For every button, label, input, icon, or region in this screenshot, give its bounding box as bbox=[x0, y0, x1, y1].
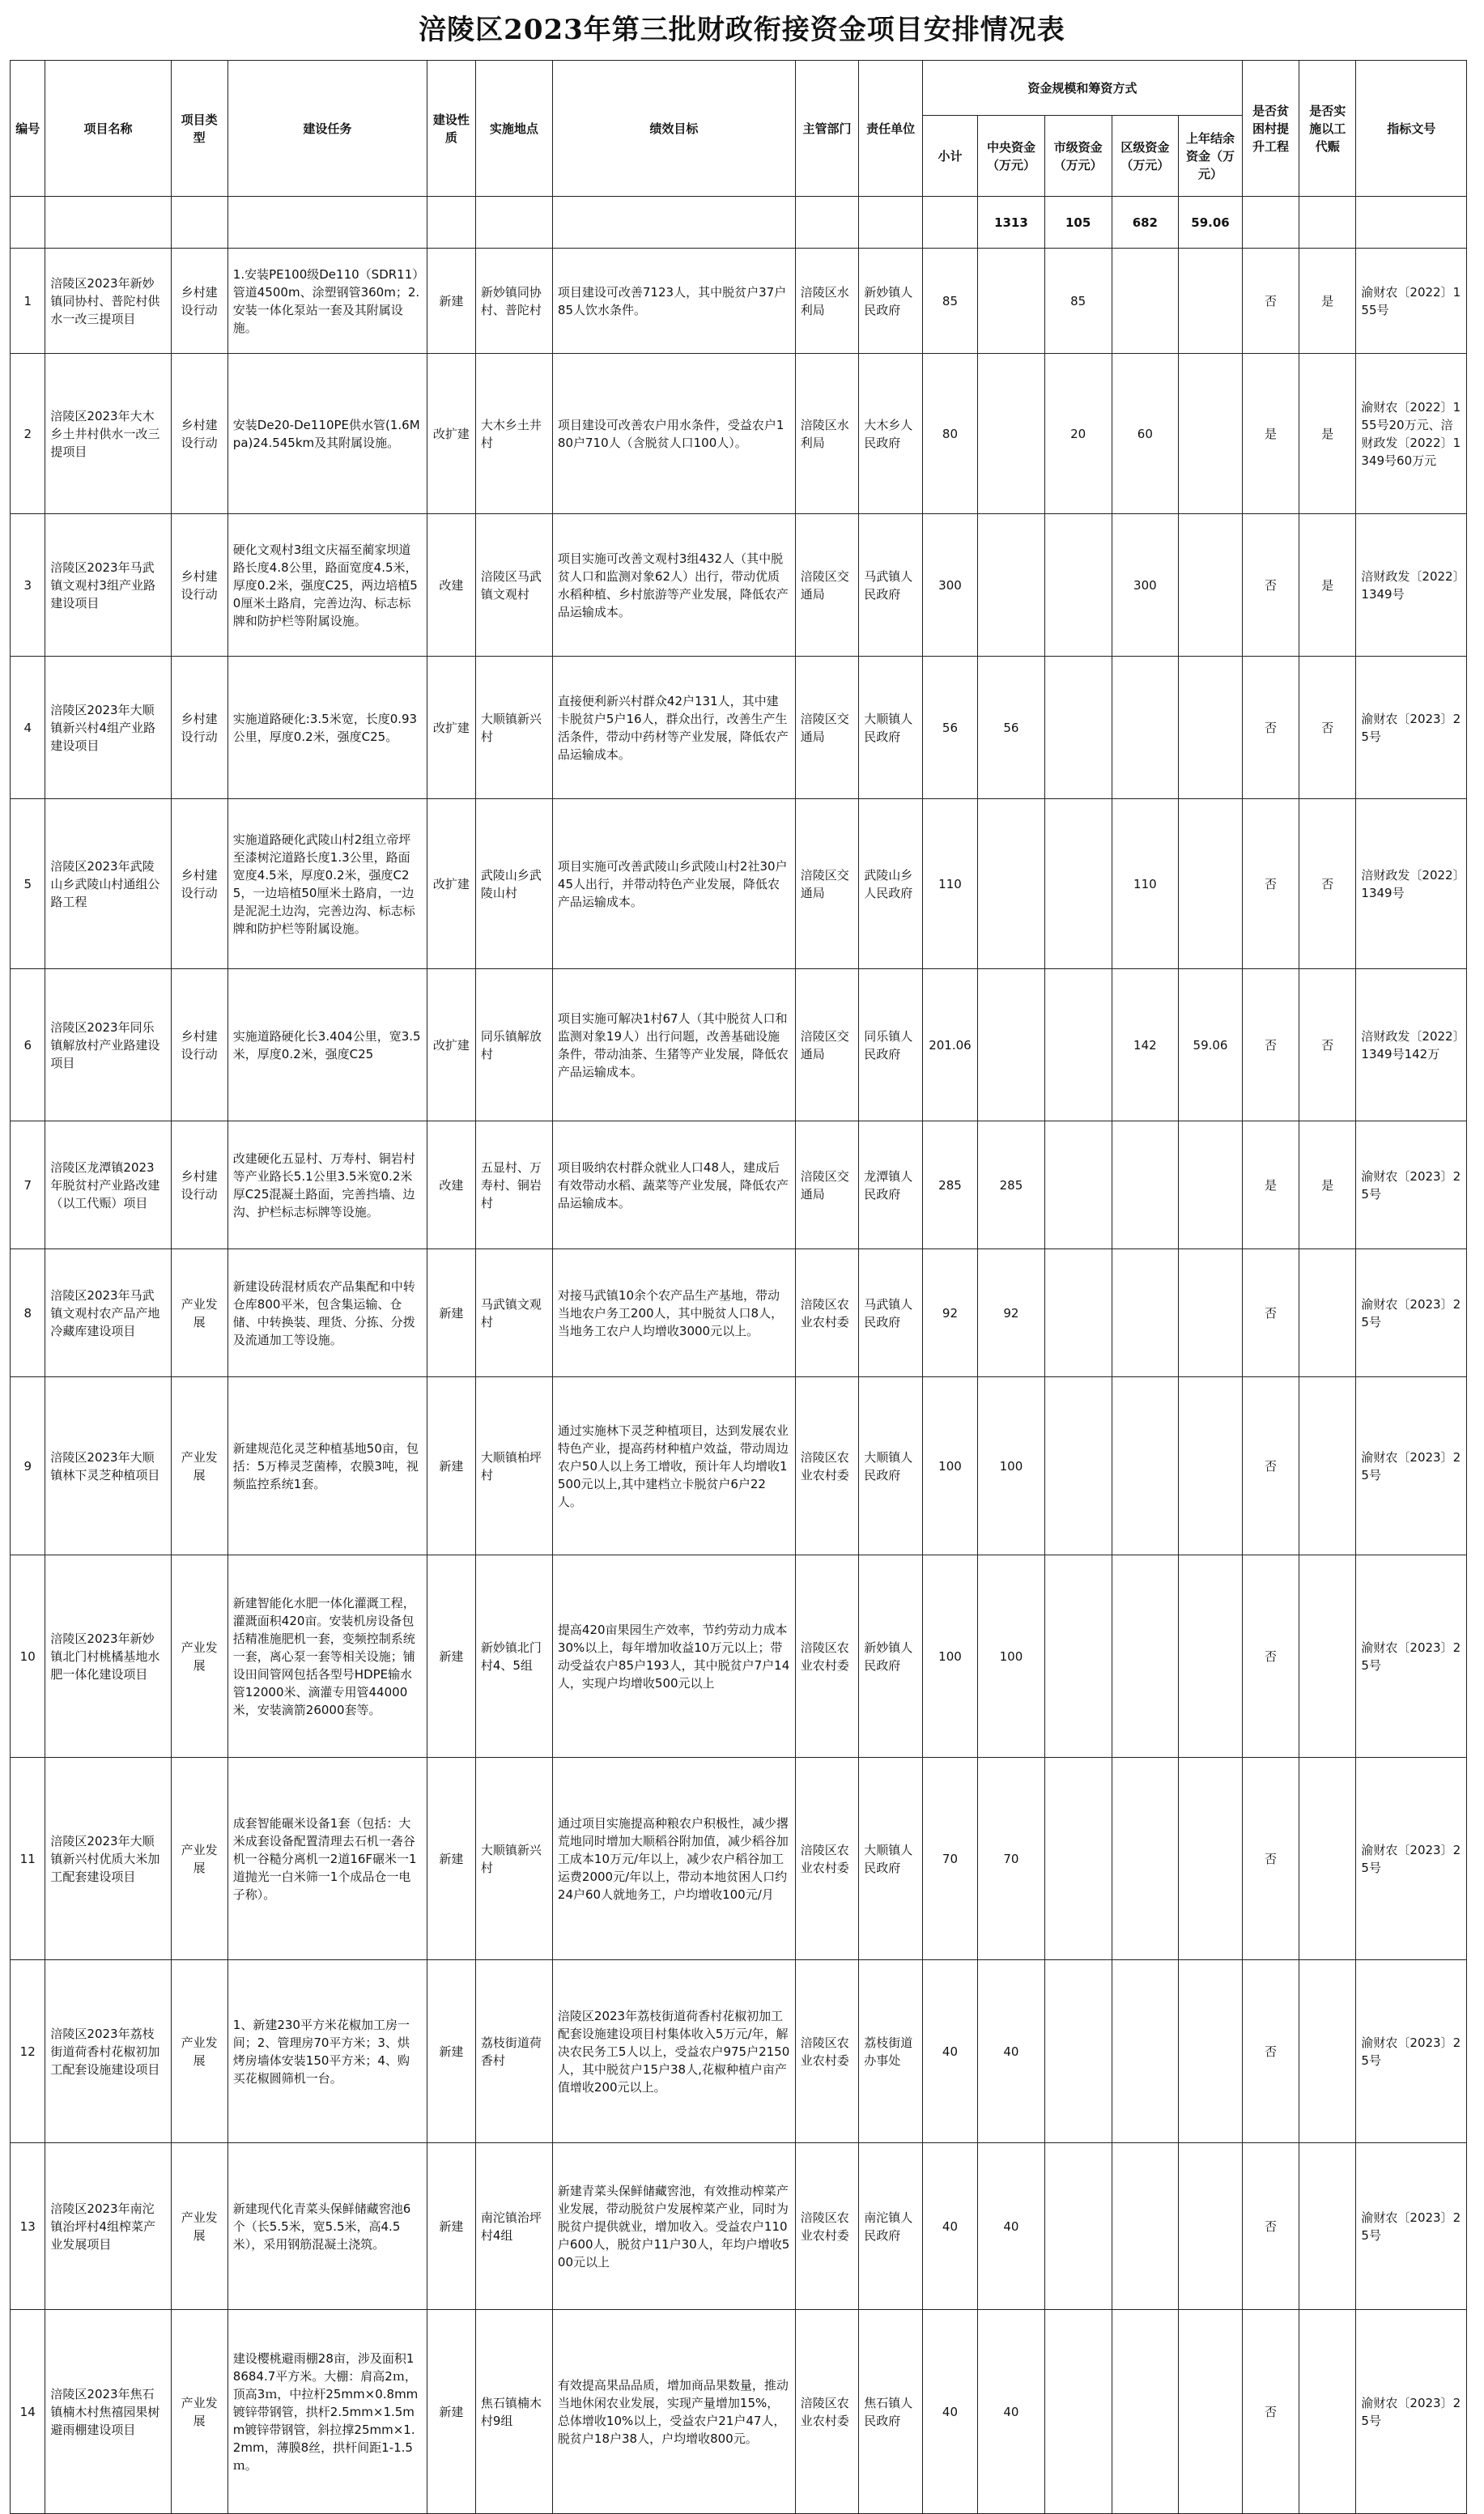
cell-central: 40 bbox=[978, 2310, 1045, 2514]
cell-type: 产业发展 bbox=[171, 1758, 227, 1960]
cell-name: 涪陵区龙潭镇2023年脱贫村产业路改建（以工代赈）项目 bbox=[45, 1121, 171, 1249]
table-row bbox=[11, 657, 1467, 799]
cell-goal: 项目实施可改善文观村3组432人（其中脱贫人口和监测对象62人）出行，带动优质水稻种植、乡村旅游等产业发展，降低农产品运输成本。 bbox=[552, 514, 795, 657]
cell-balance bbox=[1179, 657, 1243, 799]
cell-task: 建设樱桃避雨棚28亩，涉及面积18684.7平方米。大棚：肩高2ｍ，顶高3ｍ，中拉杆25mm×0.8mm镀锌带钢管，拱杆2.5mm×1.5mm镀锌带钢管，斜拉撑25mm×1.2mm，薄膜8丝，拱杆间距1-1.5ｍ。 bbox=[227, 2310, 427, 2514]
cell-location: 大顺镇新兴村 bbox=[475, 657, 552, 799]
cell-district: 110 bbox=[1112, 799, 1179, 969]
header-city: 市级资金（万元） bbox=[1044, 116, 1112, 197]
cell-type: 乡村建设行动 bbox=[171, 969, 227, 1121]
cell-location: 马武镇文观村 bbox=[475, 1249, 552, 1377]
cell-docno: 渝财农〔2023〕25号 bbox=[1356, 2143, 1467, 2310]
cell-docno: 渝财农〔2023〕25号 bbox=[1356, 657, 1467, 799]
header-unit: 责任单位 bbox=[859, 61, 923, 197]
cell-relief bbox=[1299, 1377, 1356, 1555]
cell-district: 300 bbox=[1112, 514, 1179, 657]
cell-nature: 新建 bbox=[427, 1555, 475, 1758]
cell-poor: 否 bbox=[1242, 969, 1299, 1121]
cell-central bbox=[978, 354, 1045, 514]
cell-type: 乡村建设行动 bbox=[171, 657, 227, 799]
cell-location: 五显村、万寿村、铜岩村 bbox=[475, 1121, 552, 1249]
table-row bbox=[11, 249, 1467, 354]
cell-dept: 涪陵区农业农村委 bbox=[795, 1249, 859, 1377]
cell-nature: 新建 bbox=[427, 1377, 475, 1555]
cell-no: 6 bbox=[11, 969, 45, 1121]
cell-goal: 项目建设可改善农户用水条件，受益农户180户710人（含脱贫人口100人）。 bbox=[552, 354, 795, 514]
cell-poor: 否 bbox=[1242, 799, 1299, 969]
cell-poor: 否 bbox=[1242, 657, 1299, 799]
header-no: 编号 bbox=[11, 61, 45, 197]
cell-city: 85 bbox=[1044, 249, 1112, 354]
cell-poor: 否 bbox=[1242, 2310, 1299, 2514]
table-row bbox=[11, 354, 1467, 514]
cell-no: 9 bbox=[11, 1377, 45, 1555]
cell-name: 涪陵区2023年大顺镇林下灵芝种植项目 bbox=[45, 1377, 171, 1555]
cell-central bbox=[978, 514, 1045, 657]
cell-balance bbox=[1179, 1555, 1243, 1758]
cell-subtotal: 70 bbox=[922, 1758, 977, 1960]
cell-location: 南沱镇治坪村4组 bbox=[475, 2143, 552, 2310]
cell-central bbox=[978, 249, 1045, 354]
table-row bbox=[11, 2310, 1467, 2514]
header-funding: 资金规模和筹资方式 bbox=[922, 61, 1242, 116]
cell-task: 实施道路硬化:3.5米宽，长度0.93公里，厚度0.2米，强度C25。 bbox=[227, 657, 427, 799]
cell-task: 成套智能碾米设备1套（包括：大米成套设备配置清理去石机一砻谷机一谷糙分离机一2道16F碾米一1道抛光一白米筛一1个成品仓一电子称）。 bbox=[227, 1758, 427, 1960]
cell-central: 40 bbox=[978, 1960, 1045, 2143]
cell-relief: 否 bbox=[1299, 657, 1356, 799]
cell-name: 涪陵区2023年新妙镇同协村、普陀村供水一改三提项目 bbox=[45, 249, 171, 354]
header-task: 建设任务 bbox=[227, 61, 427, 197]
cell-subtotal: 56 bbox=[922, 657, 977, 799]
cell-goal: 项目建设可改善7123人，其中脱贫户37户85人饮水条件。 bbox=[552, 249, 795, 354]
cell-task: 改建硬化五显村、万寿村、铜岩村等产业路长5.1公里3.5米宽0.2米厚C25混凝土路面，完善挡墙、边沟、护栏标志标牌等设施。 bbox=[227, 1121, 427, 1249]
cell-location: 荔枝街道荷香村 bbox=[475, 1960, 552, 2143]
cell-city bbox=[1044, 514, 1112, 657]
cell-relief bbox=[1299, 2310, 1356, 2514]
cell-name: 涪陵区2023年新妙镇北门村桃橘基地水肥一体化建设项目 bbox=[45, 1555, 171, 1758]
cell-unit: 大顺镇人民政府 bbox=[859, 657, 923, 799]
cell-goal: 项目实施可解决1村67人（其中脱贫人口和监测对象19人）出行问题，改善基础设施条件，带动油茶、生猪等产业发展，降低农产品运输成本。 bbox=[552, 969, 795, 1121]
cell-unit: 大顺镇人民政府 bbox=[859, 1377, 923, 1555]
cell-balance bbox=[1179, 2143, 1243, 2310]
cell-dept: 涪陵区农业农村委 bbox=[795, 1555, 859, 1758]
cell-relief: 否 bbox=[1299, 969, 1356, 1121]
cell-subtotal: 85 bbox=[922, 249, 977, 354]
cell-task: 硬化文观村3组文庆福至蔺家坝道路长度4.8公里，路面宽度4.5米，厚度0.2米，强度C25，两边培植50厘米土路肩，完善边沟、标志标牌和防护栏等附属设施。 bbox=[227, 514, 427, 657]
cell-poor: 是 bbox=[1242, 1121, 1299, 1249]
cell-central: 100 bbox=[978, 1377, 1045, 1555]
header-row-1 bbox=[11, 61, 1467, 116]
cell-unit: 同乐镇人民政府 bbox=[859, 969, 923, 1121]
cell-balance bbox=[1179, 1960, 1243, 2143]
totals-row bbox=[11, 197, 1467, 249]
cell-task: 新建规范化灵芝种植基地50亩，包括：5万棒灵芝菌棒，农膜3吨，视频监控系统1套。 bbox=[227, 1377, 427, 1555]
header-name: 项目名称 bbox=[45, 61, 171, 197]
cell-location: 涪陵区马武镇文观村 bbox=[475, 514, 552, 657]
cell-dept: 涪陵区水利局 bbox=[795, 354, 859, 514]
cell-subtotal: 40 bbox=[922, 1960, 977, 2143]
cell-goal: 对接马武镇10余个农产品生产基地，带动当地农户务工200人，其中脱贫人口8人，当地务工农户人均增收3000元以上。 bbox=[552, 1249, 795, 1377]
cell-nature: 新建 bbox=[427, 1249, 475, 1377]
cell-task: 实施道路硬化长3.404公里，宽3.5米，厚度0.2米，强度C25 bbox=[227, 969, 427, 1121]
cell-docno: 渝财农〔2022〕155号 bbox=[1356, 249, 1467, 354]
cell-docno: 渝财农〔2023〕25号 bbox=[1356, 1555, 1467, 1758]
cell-name: 涪陵区2023年大顺镇新兴村4组产业路建设项目 bbox=[45, 657, 171, 799]
cell-balance bbox=[1179, 1377, 1243, 1555]
cell-task: 1、新建230平方米花椒加工房一间；2、管理房70平方米；3、烘烤房墙体安装150平方米；4、购买花椒圆筛机一台。 bbox=[227, 1960, 427, 2143]
cell-type: 产业发展 bbox=[171, 1960, 227, 2143]
table-row bbox=[11, 799, 1467, 969]
cell-city: 20 bbox=[1044, 354, 1112, 514]
cell-central: 70 bbox=[978, 1758, 1045, 1960]
cell-unit: 马武镇人民政府 bbox=[859, 1249, 923, 1377]
cell-relief bbox=[1299, 1758, 1356, 1960]
cell-relief bbox=[1299, 1555, 1356, 1758]
cell-balance bbox=[1179, 354, 1243, 514]
cell-name: 涪陵区2023年大顺镇新兴村优质大米加工配套建设项目 bbox=[45, 1758, 171, 1960]
cell-type: 产业发展 bbox=[171, 1249, 227, 1377]
cell-docno: 渝财农〔2023〕25号 bbox=[1356, 1249, 1467, 1377]
cell-no: 14 bbox=[11, 2310, 45, 2514]
table-row bbox=[11, 2143, 1467, 2310]
cell-unit: 荔枝街道办事处 bbox=[859, 1960, 923, 2143]
header-goal: 绩效目标 bbox=[552, 61, 795, 197]
header-type: 项目类型 bbox=[171, 61, 227, 197]
cell-subtotal: 110 bbox=[922, 799, 977, 969]
cell-type: 产业发展 bbox=[171, 2143, 227, 2310]
cell-district bbox=[1112, 2310, 1179, 2514]
header-location: 实施地点 bbox=[475, 61, 552, 197]
cell-poor: 否 bbox=[1242, 1377, 1299, 1555]
cell-goal: 涪陵区2023年荔枝街道荷香村花椒初加工配套设施建设项目村集体收入5万元/年，解决农民务工5人以上，受益农户975户2150人，其中脱贫户15户38人,花椒种植户亩产值增收200元以上。 bbox=[552, 1960, 795, 2143]
table-body bbox=[11, 249, 1467, 2514]
cell-nature: 改扩建 bbox=[427, 657, 475, 799]
table-row bbox=[11, 1377, 1467, 1555]
cell-nature: 新建 bbox=[427, 249, 475, 354]
cell-subtotal: 285 bbox=[922, 1121, 977, 1249]
header-relief: 是否实施以工代赈 bbox=[1299, 61, 1356, 197]
cell-relief bbox=[1299, 2143, 1356, 2310]
cell-poor: 否 bbox=[1242, 1555, 1299, 1758]
cell-relief: 是 bbox=[1299, 354, 1356, 514]
cell-dept: 涪陵区农业农村委 bbox=[795, 1377, 859, 1555]
cell-district bbox=[1112, 1249, 1179, 1377]
cell-dept: 涪陵区农业农村委 bbox=[795, 1758, 859, 1960]
cell-name: 涪陵区2023年马武镇文观村3组产业路建设项目 bbox=[45, 514, 171, 657]
cell-district bbox=[1112, 1555, 1179, 1758]
cell-central bbox=[978, 969, 1045, 1121]
cell-task: 新建智能化水肥一体化灌溉工程，灌溉面积420亩。安装机房设备包括精准施肥机一套，变频控制系统一套，离心泵一套等相关设施；铺设田间管网包括各型号HDPE输水管12000米、滴灌专用管44000米，安装滴箭26000套等。 bbox=[227, 1555, 427, 1758]
cell-no: 2 bbox=[11, 354, 45, 514]
header-nature: 建设性质 bbox=[427, 61, 475, 197]
cell-relief bbox=[1299, 1960, 1356, 2143]
cell-subtotal: 40 bbox=[922, 2143, 977, 2310]
cell-no: 10 bbox=[11, 1555, 45, 1758]
table-row bbox=[11, 1249, 1467, 1377]
cell-task: 新建现代化青菜头保鲜储藏窖池6个（长5.5米，宽5.5米，高4.5米），采用钢筋混凝土浇筑。 bbox=[227, 2143, 427, 2310]
cell-city bbox=[1044, 1121, 1112, 1249]
cell-task: 新建设砖混材质农产品集配和中转仓库800平米，包含集运输、仓储、中转换装、理货、分拣、分拨及流通加工等设施。 bbox=[227, 1249, 427, 1377]
cell-type: 产业发展 bbox=[171, 1377, 227, 1555]
cell-subtotal: 92 bbox=[922, 1249, 977, 1377]
cell-nature: 改扩建 bbox=[427, 799, 475, 969]
cell-docno: 涪财政发〔2022〕1349号 bbox=[1356, 799, 1467, 969]
cell-dept: 涪陵区交通局 bbox=[795, 514, 859, 657]
cell-type: 乡村建设行动 bbox=[171, 249, 227, 354]
cell-nature: 新建 bbox=[427, 2143, 475, 2310]
cell-subtotal: 100 bbox=[922, 1555, 977, 1758]
cell-name: 涪陵区2023年武陵山乡武陵山村通组公路工程 bbox=[45, 799, 171, 969]
cell-no: 1 bbox=[11, 249, 45, 354]
cell-subtotal: 40 bbox=[922, 2310, 977, 2514]
cell-no: 8 bbox=[11, 1249, 45, 1377]
cell-central: 40 bbox=[978, 2143, 1045, 2310]
cell-docno: 涪财政发〔2022〕1349号 bbox=[1356, 514, 1467, 657]
cell-relief: 否 bbox=[1299, 799, 1356, 969]
cell-subtotal: 300 bbox=[922, 514, 977, 657]
header-central: 中央资金（万元） bbox=[978, 116, 1045, 197]
total-district: 682 bbox=[1112, 197, 1179, 249]
cell-city bbox=[1044, 799, 1112, 969]
cell-unit: 焦石镇人民政府 bbox=[859, 2310, 923, 2514]
cell-unit: 新妙镇人民政府 bbox=[859, 249, 923, 354]
cell-type: 产业发展 bbox=[171, 2310, 227, 2514]
table-row bbox=[11, 1555, 1467, 1758]
cell-docno: 渝财农〔2023〕25号 bbox=[1356, 1960, 1467, 2143]
cell-relief: 是 bbox=[1299, 514, 1356, 657]
cell-poor: 否 bbox=[1242, 2143, 1299, 2310]
cell-location: 新妙镇同协村、普陀村 bbox=[475, 249, 552, 354]
cell-name: 涪陵区2023年南沱镇治坪村4组榨菜产业发展项目 bbox=[45, 2143, 171, 2310]
cell-dept: 涪陵区农业农村委 bbox=[795, 1960, 859, 2143]
cell-unit: 大木乡人民政府 bbox=[859, 354, 923, 514]
cell-docno: 渝财农〔2023〕25号 bbox=[1356, 1758, 1467, 1960]
header-docno: 指标文号 bbox=[1356, 61, 1467, 197]
total-balance: 59.06 bbox=[1179, 197, 1243, 249]
cell-name: 涪陵区2023年同乐镇解放村产业路建设项目 bbox=[45, 969, 171, 1121]
cell-nature: 改建 bbox=[427, 1121, 475, 1249]
table-row bbox=[11, 514, 1467, 657]
cell-city bbox=[1044, 969, 1112, 1121]
cell-type: 乡村建设行动 bbox=[171, 354, 227, 514]
cell-type: 产业发展 bbox=[171, 1555, 227, 1758]
cell-docno: 渝财农〔2023〕25号 bbox=[1356, 1121, 1467, 1249]
cell-balance bbox=[1179, 1249, 1243, 1377]
cell-city bbox=[1044, 1377, 1112, 1555]
cell-relief bbox=[1299, 1249, 1356, 1377]
cell-poor: 否 bbox=[1242, 514, 1299, 657]
cell-subtotal: 80 bbox=[922, 354, 977, 514]
cell-type: 乡村建设行动 bbox=[171, 1121, 227, 1249]
header-subtotal: 小计 bbox=[922, 116, 977, 197]
total-central: 1313 bbox=[978, 197, 1045, 249]
cell-district: 60 bbox=[1112, 354, 1179, 514]
cell-task: 1.安装PE100级De110（SDR11）管道4500m、涂塑钢管360m；2.安装一体化泵站一套及其附属设施。 bbox=[227, 249, 427, 354]
cell-location: 大顺镇柏坪村 bbox=[475, 1377, 552, 1555]
cell-district bbox=[1112, 2143, 1179, 2310]
cell-docno: 渝财农〔2022〕155号20万元、涪财政发〔2022〕1349号60万元 bbox=[1356, 354, 1467, 514]
cell-unit: 武陵山乡人民政府 bbox=[859, 799, 923, 969]
page-title: 涪陵区2023年第三批财政衔接资金项目安排情况表 bbox=[419, 14, 1065, 46]
cell-poor: 否 bbox=[1242, 1249, 1299, 1377]
cell-goal: 提高420亩果园生产效率，节约劳动力成本30%以上，每年增加收益10万元以上；带动受益农户85户193人，其中脱贫户7户14人，实现户均增收500元以上 bbox=[552, 1555, 795, 1758]
cell-district bbox=[1112, 1960, 1179, 2143]
cell-balance bbox=[1179, 799, 1243, 969]
total-city: 105 bbox=[1044, 197, 1112, 249]
cell-district bbox=[1112, 1121, 1179, 1249]
cell-balance bbox=[1179, 2310, 1243, 2514]
cell-poor: 否 bbox=[1242, 1758, 1299, 1960]
table-row bbox=[11, 1121, 1467, 1249]
header-balance: 上年结余资金（万元） bbox=[1179, 116, 1243, 197]
cell-docno: 渝财农〔2023〕25号 bbox=[1356, 2310, 1467, 2514]
cell-no: 11 bbox=[11, 1758, 45, 1960]
cell-docno: 渝财农〔2023〕25号 bbox=[1356, 1377, 1467, 1555]
cell-nature: 新建 bbox=[427, 1758, 475, 1960]
cell-location: 武陵山乡武陵山村 bbox=[475, 799, 552, 969]
cell-task: 实施道路硬化武陵山村2组立帝坪至漆树沱道路长度1.3公里，路面宽度4.5米，厚度0.2米，强度C25，一边培植50厘米土路肩，一边是泥泥土边沟，完善边沟、标志标牌和防护栏等附属设施。 bbox=[227, 799, 427, 969]
cell-location: 同乐镇解放村 bbox=[475, 969, 552, 1121]
cell-nature: 新建 bbox=[427, 1960, 475, 2143]
cell-dept: 涪陵区农业农村委 bbox=[795, 2143, 859, 2310]
cell-dept: 涪陵区交通局 bbox=[795, 657, 859, 799]
cell-city bbox=[1044, 1960, 1112, 2143]
cell-central bbox=[978, 799, 1045, 969]
cell-unit: 大顺镇人民政府 bbox=[859, 1758, 923, 1960]
cell-dept: 涪陵区交通局 bbox=[795, 969, 859, 1121]
cell-unit: 新妙镇人民政府 bbox=[859, 1555, 923, 1758]
project-table bbox=[10, 60, 1467, 2514]
cell-district: 142 bbox=[1112, 969, 1179, 1121]
cell-district bbox=[1112, 1758, 1179, 1960]
cell-city bbox=[1044, 1555, 1112, 1758]
cell-city bbox=[1044, 2310, 1112, 2514]
cell-unit: 马武镇人民政府 bbox=[859, 514, 923, 657]
cell-name: 涪陵区2023年大木乡土井村供水一改三提项目 bbox=[45, 354, 171, 514]
cell-poor: 否 bbox=[1242, 1960, 1299, 2143]
cell-nature: 改扩建 bbox=[427, 354, 475, 514]
cell-goal: 有效提高果品品质，增加商品果数量，推动当地休闲农业发展，实现产量增加15%，总体增收10%以上，受益农户21户47人，脱贫户18户38人，户均增收800元。 bbox=[552, 2310, 795, 2514]
cell-name: 涪陵区2023年焦石镇楠木村焦禧园果树避雨棚建设项目 bbox=[45, 2310, 171, 2514]
cell-district bbox=[1112, 1377, 1179, 1555]
cell-goal: 直接便利新兴村群众42户131人，其中建卡脱贫户5户16人，群众出行，改善生产生活条件，带动中药材等产业发展，降低农产品运输成本。 bbox=[552, 657, 795, 799]
cell-no: 13 bbox=[11, 2143, 45, 2310]
cell-city bbox=[1044, 657, 1112, 799]
cell-city bbox=[1044, 1249, 1112, 1377]
table-row bbox=[11, 1758, 1467, 1960]
table-row bbox=[11, 969, 1467, 1121]
cell-central: 92 bbox=[978, 1249, 1045, 1377]
cell-central: 285 bbox=[978, 1121, 1045, 1249]
cell-balance bbox=[1179, 249, 1243, 354]
cell-subtotal: 100 bbox=[922, 1377, 977, 1555]
cell-balance: 59.06 bbox=[1179, 969, 1243, 1121]
cell-balance bbox=[1179, 1121, 1243, 1249]
cell-relief: 是 bbox=[1299, 1121, 1356, 1249]
cell-location: 大顺镇新兴村 bbox=[475, 1758, 552, 1960]
cell-goal: 项目吸纳农村群众就业人口48人，建成后有效带动水稻、蔬菜等产业发展，降低农产品运输成本。 bbox=[552, 1121, 795, 1249]
cell-goal: 通过项目实施提高种粮农户积极性，减少撂荒地同时增加大顺稻谷附加值，减少稻谷加工成本10万元/年以上，减少农户稻谷加工运费2000元/年以上，带动本地贫困人口约24户60人就地务工，户均增收100元/月 bbox=[552, 1758, 795, 1960]
cell-balance bbox=[1179, 514, 1243, 657]
cell-relief: 是 bbox=[1299, 249, 1356, 354]
cell-no: 3 bbox=[11, 514, 45, 657]
cell-no: 5 bbox=[11, 799, 45, 969]
cell-city bbox=[1044, 1758, 1112, 1960]
cell-dept: 涪陵区水利局 bbox=[795, 249, 859, 354]
table-row bbox=[11, 1960, 1467, 2143]
header-poor: 是否贫困村提升工程 bbox=[1242, 61, 1299, 197]
cell-nature: 改建 bbox=[427, 514, 475, 657]
cell-docno: 涪财政发〔2022〕1349号142万 bbox=[1356, 969, 1467, 1121]
cell-district bbox=[1112, 249, 1179, 354]
cell-central: 100 bbox=[978, 1555, 1045, 1758]
cell-dept: 涪陵区交通局 bbox=[795, 799, 859, 969]
cell-goal: 通过实施林下灵芝种植项目，达到发展农业特色产业，提高药材种植户效益，带动周边农户50人以上务工增收，预计年人均增收1500元以上,其中建档立卡脱贫户6户22人。 bbox=[552, 1377, 795, 1555]
cell-goal: 项目实施可改善武陵山乡武陵山村2社30户45人出行，并带动特色产业发展，降低农产品运输成本。 bbox=[552, 799, 795, 969]
cell-type: 乡村建设行动 bbox=[171, 514, 227, 657]
cell-location: 焦石镇楠木村9组 bbox=[475, 2310, 552, 2514]
cell-unit: 龙潭镇人民政府 bbox=[859, 1121, 923, 1249]
cell-city bbox=[1044, 2143, 1112, 2310]
cell-nature: 改扩建 bbox=[427, 969, 475, 1121]
cell-goal: 新建青菜头保鲜储藏窖池，有效推动榨菜产业发展，带动脱贫户发展榨菜产业，同时为脱贫户提供就业，增加收入。受益农户110户600人，脱贫户11户30人，年均户增收500元以上 bbox=[552, 2143, 795, 2310]
cell-no: 4 bbox=[11, 657, 45, 799]
cell-poor: 是 bbox=[1242, 354, 1299, 514]
header-dept: 主管部门 bbox=[795, 61, 859, 197]
cell-central: 56 bbox=[978, 657, 1045, 799]
cell-type: 乡村建设行动 bbox=[171, 799, 227, 969]
cell-unit: 南沱镇人民政府 bbox=[859, 2143, 923, 2310]
cell-dept: 涪陵区交通局 bbox=[795, 1121, 859, 1249]
cell-location: 新妙镇北门村4、5组 bbox=[475, 1555, 552, 1758]
cell-dept: 涪陵区农业农村委 bbox=[795, 2310, 859, 2514]
cell-district bbox=[1112, 657, 1179, 799]
cell-name: 涪陵区2023年马武镇文观村农产品产地冷藏库建设项目 bbox=[45, 1249, 171, 1377]
cell-no: 7 bbox=[11, 1121, 45, 1249]
cell-task: 安装De20-De110PE供水管(1.6Mpa)24.545km及其附属设施。 bbox=[227, 354, 427, 514]
cell-location: 大木乡土井村 bbox=[475, 354, 552, 514]
cell-poor: 否 bbox=[1242, 249, 1299, 354]
cell-name: 涪陵区2023年荔枝街道荷香村花椒初加工配套设施建设项目 bbox=[45, 1960, 171, 2143]
cell-nature: 新建 bbox=[427, 2310, 475, 2514]
header-district: 区级资金（万元） bbox=[1112, 116, 1179, 197]
cell-balance bbox=[1179, 1758, 1243, 1960]
cell-no: 12 bbox=[11, 1960, 45, 2143]
cell-subtotal: 201.06 bbox=[922, 969, 977, 1121]
